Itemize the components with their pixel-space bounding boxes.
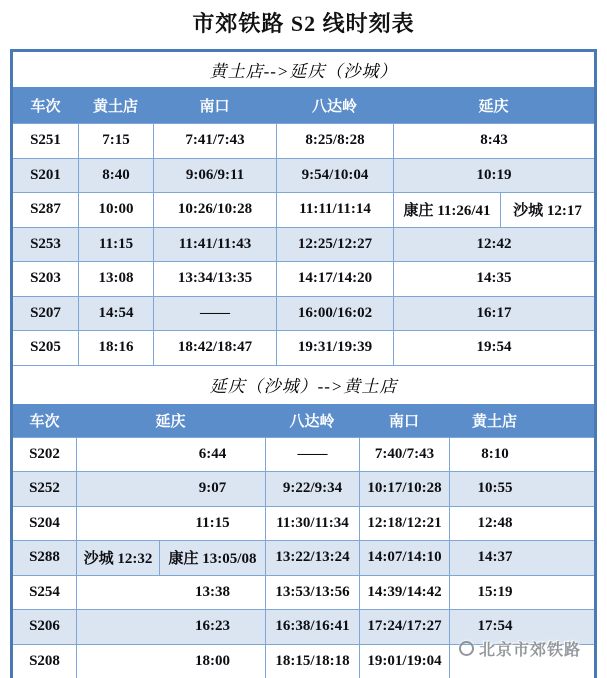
time-cell: 11:11/11:14 [276,193,393,227]
table-row [13,192,594,227]
time-cell: 9:06/9:11 [153,159,276,193]
train-number-cell: S204 [29,514,60,531]
time-cell: 19:54 [393,331,594,365]
time-cell: 18:15/18:18 [265,645,359,678]
section-title-outbound: 黄土店-->延庆（沙城） [13,52,594,87]
time-cell: 8:10 [449,438,594,472]
time-cell: 14:39/14:42 [359,576,449,610]
time-cell: 10:26/10:28 [153,193,276,227]
train-number-cell: S201 [30,166,61,183]
train-number-cell: S206 [29,618,60,635]
time-cell: 11:41/11:43 [153,228,276,262]
time-cell: 8:25/8:28 [276,124,393,158]
column-header-badaling: 八达岭 [311,97,357,115]
table-row [13,261,594,296]
table-row [13,506,594,541]
train-number-cell: S251 [30,132,61,149]
column-header-train: 车次 [30,97,61,115]
time-cell: 18:42/18:47 [153,331,276,365]
time-cell: 13:34/13:35 [153,262,276,296]
time-cell: 10:19 [393,159,594,193]
time-cell: 18:16 [78,331,153,365]
time-cell: 11:15 [76,507,265,541]
time-cell: 10:00 [78,193,153,227]
train-number-cell: S202 [29,445,60,462]
time-cell: 7:15 [78,124,153,158]
time-cell: 9:54/10:04 [276,159,393,193]
time-cell: 19:01/19:04 [359,645,449,678]
section-title-inbound: 延庆（沙城）-->黄土店 [13,365,594,404]
table1-header-row [13,87,594,123]
time-cell: 7:41/7:43 [153,124,276,158]
train-number-cell: S288 [29,549,60,566]
time-cell: 16:23 [76,610,265,644]
time-cell: 18:00 [76,645,265,678]
watermark-text: 北京市郊铁路 [479,642,582,659]
train-number-cell: S207 [30,304,61,321]
table-row [13,471,594,506]
table-row [13,123,594,158]
time-cell: 8:43 [393,124,594,158]
time-cell: 14:35 [393,262,594,296]
table2-header-row [13,404,594,437]
column-header-yanqing: 延庆 [478,97,509,115]
time-cell: 13:22/13:24 [265,541,359,575]
time-cell: 7:40/7:43 [359,438,449,472]
time-cell: 6:44 [76,438,265,472]
column-header-badaling: 八达岭 [289,412,335,430]
time-cell: 12:18/12:21 [359,507,449,541]
column-header-huangtudian: 黄土店 [92,97,138,115]
time-cell: 14:37 [449,541,594,575]
column-header-train: 车次 [29,412,60,430]
table-row [13,330,594,365]
column-header-huangtudian: 黄土店 [471,412,517,430]
time-cell: 12:42 [393,228,594,262]
train-number-cell: S252 [29,480,60,497]
no-stop-dash: —— [265,438,359,472]
time-cell: 13:08 [78,262,153,296]
time-cell: 17:54 [449,610,594,644]
time-cell: 16:38/16:41 [265,610,359,644]
time-cell: 13:38 [76,576,265,610]
railway-logo-icon [459,641,474,656]
table-row [13,437,594,472]
time-cell: 10:55 [449,472,594,506]
train-number-cell: S287 [30,201,61,218]
time-cell: 14:17/14:20 [276,262,393,296]
train-number-cell: S254 [29,583,60,600]
time-cell: 8:40 [78,159,153,193]
time-cell: 16:17 [393,297,594,331]
time-cell-shacheng: 沙城 12:32 [76,541,159,575]
time-cell: 9:07 [76,472,265,506]
time-cell-kangzhuang: 康庄 11:26/41 [393,193,500,227]
page-title: 市郊铁路 S2 线时刻表 [192,11,415,36]
train-number-cell: S203 [30,270,61,287]
table-row [13,575,594,610]
column-header-nankou: 南口 [199,97,230,115]
time-cell: 14:54 [78,297,153,331]
time-cell: 12:25/12:27 [276,228,393,262]
train-number-cell: S208 [29,652,60,669]
time-cell: 10:17/10:28 [359,472,449,506]
column-header-nankou: 南口 [388,412,419,430]
time-cell: 11:30/11:34 [265,507,359,541]
time-cell: 19:31/19:39 [276,331,393,365]
time-cell-kangzhuang: 康庄 13:05/08 [159,541,265,575]
timetable-sheet [10,49,597,678]
table-row [13,296,594,331]
time-cell: 11:15 [78,228,153,262]
train-number-cell: S205 [30,339,61,356]
time-cell: 13:53/13:56 [265,576,359,610]
table-row [13,540,594,575]
train-number-cell: S253 [30,235,61,252]
table-row [13,158,594,193]
time-cell: 9:22/9:34 [265,472,359,506]
time-cell: 14:07/14:10 [359,541,449,575]
watermark [459,637,581,660]
column-header-yanqing: 延庆 [155,412,186,430]
time-cell-shacheng: 沙城 12:17 [500,193,594,227]
time-cell: 15:19 [449,576,594,610]
time-cell: 12:48 [449,507,594,541]
table-row [13,227,594,262]
no-stop-dash: —— [153,297,276,331]
time-cell: 16:00/16:02 [276,297,393,331]
time-cell: 17:24/17:27 [359,610,449,644]
